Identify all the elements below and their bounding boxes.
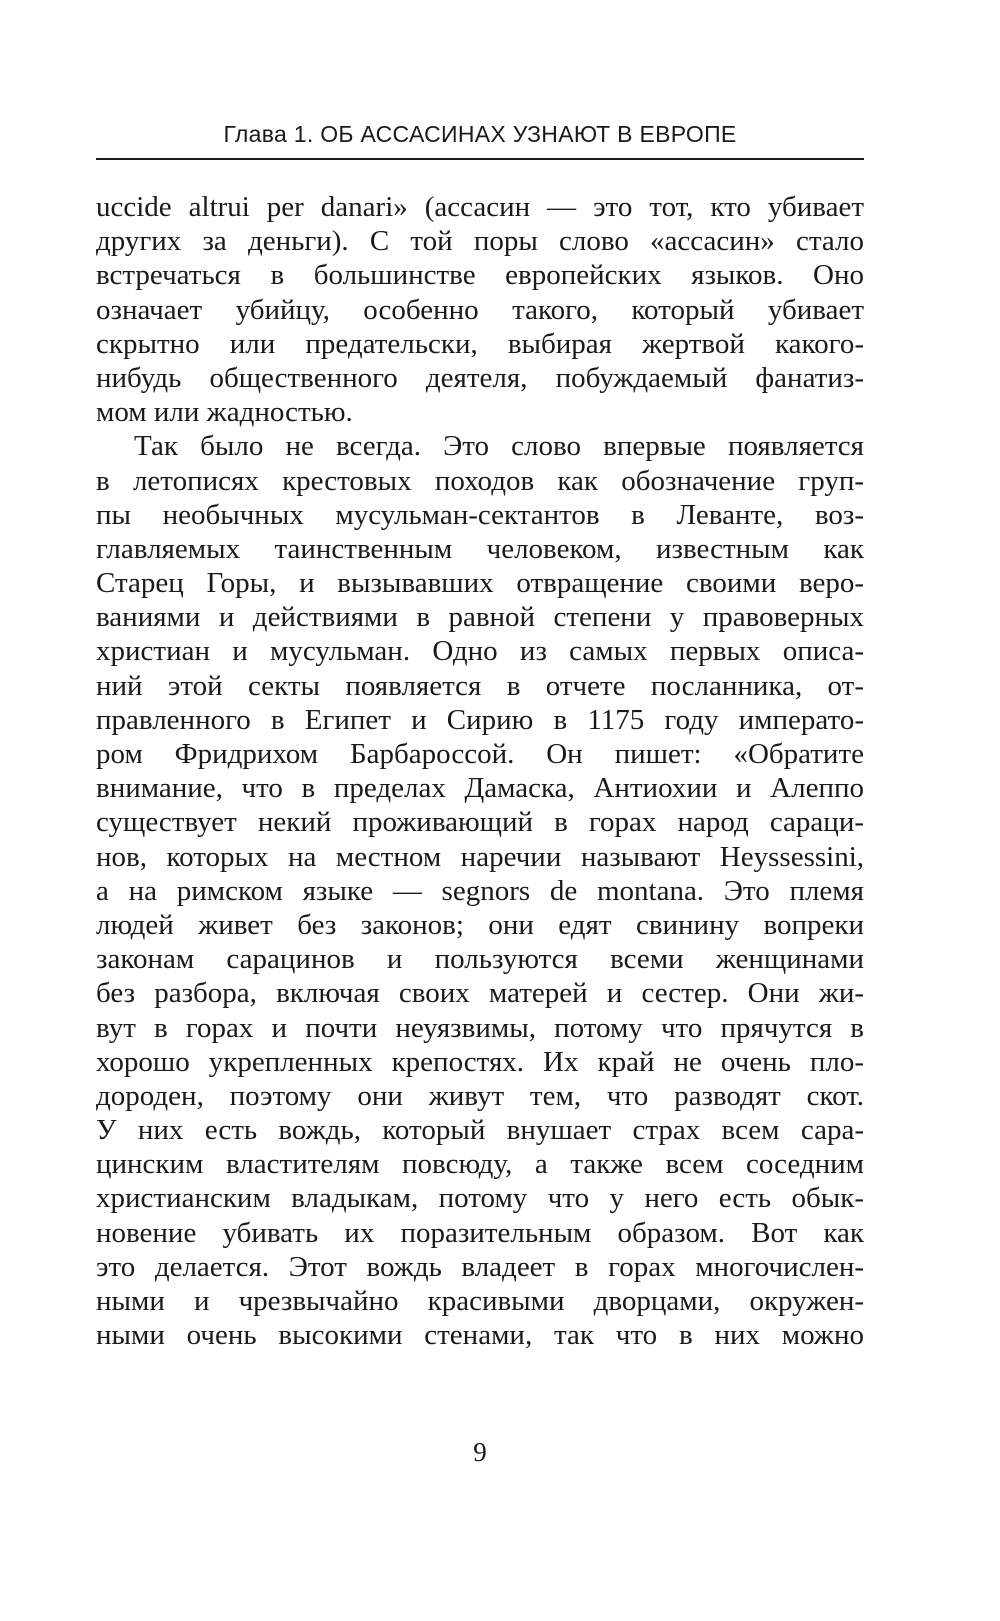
body-text: [96, 190, 864, 1352]
header-rule: [96, 158, 864, 160]
text-line: христианским владыкам, потому что у него есть обык-: [96, 1182, 864, 1215]
text-line: ными и чрезвычайно красивыми дворцами, окружен-: [96, 1285, 864, 1317]
text-line: нов, которых на местном наречии называют Heyssessini,: [96, 840, 864, 873]
text-line: скрытно или предательски, выбирая жертвой какого-: [96, 327, 864, 360]
paragraph-1: [96, 190, 864, 429]
text-line: ными очень высокими стенами, так что в них можно: [96, 1319, 864, 1352]
page-number: 9: [473, 1437, 487, 1467]
paragraph-2: [96, 429, 864, 1352]
text-line: Старец Горы, и вызывавших отвращение своими веро-: [96, 567, 864, 600]
text-line: uccide altrui per danari» (ассасин — это тот, кто убивает: [96, 191, 864, 223]
text-line: это делается. Этот вождь владеет в горах многочислен-: [96, 1250, 864, 1283]
text-line: внимание, что в пределах Дамаска, Антиохии и Алеппо: [96, 772, 864, 805]
text-line: других за деньги). С той поры слово «ассасин» стало: [96, 225, 864, 258]
text-line: хорошо укрепленных крепостях. Их край не очень пло-: [96, 1045, 864, 1078]
text-line: законам сарацинов и пользуются всеми женщинами: [96, 943, 864, 976]
text-line: ваниями и действиями в равной степени у правоверных: [96, 601, 864, 634]
text-line: существует некий проживающий в горах народ сараци-: [96, 806, 864, 839]
text-line: ний этой секты появляется в отчете посланника, от-: [96, 669, 864, 702]
text-line: в летописях крестовых походов как обозначение груп-: [96, 464, 864, 497]
text-line: дороден, поэтому они живут тем, что разводят скот.: [96, 1079, 864, 1112]
text-line: означает убийцу, особенно такого, который убивает: [96, 293, 864, 326]
text-line: а на римском языке — segnors de montana. Это племя: [96, 874, 864, 907]
text-line: главляемых таинственным человеком, известным как: [96, 532, 864, 565]
text-line: вут в горах и почти неуязвимы, потому что прячутся в: [96, 1011, 864, 1044]
text-line: пы необычных мусульман-сектантов в Леванте, воз-: [96, 498, 864, 531]
text-line: христиан и мусульман. Одно из самых первых описа-: [96, 635, 864, 668]
text-line: цинским властителям повсюду, а также всем соседним: [96, 1148, 864, 1181]
text-line: правленного в Египет и Сирию в 1175 году императо-: [96, 703, 864, 736]
text-line: мом или жадностью.: [96, 396, 353, 429]
text-line: Так было не всегда. Это слово впервые появляется: [134, 430, 864, 463]
text-line: У них есть вождь, который внушает страх всем сара-: [96, 1114, 864, 1147]
text-line: встречаться в большинстве европейских языков. Оно: [96, 259, 864, 292]
text-line: нибудь общественного деятеля, побуждаемый фанатиз-: [96, 361, 864, 394]
text-line: ром Фридрихом Барбароссой. Он пишет: «Обратите: [96, 738, 864, 770]
text-line: людей живет без законов; они едят свинину вопреки: [96, 908, 864, 941]
running-head: Глава 1. ОБ АССАСИНАХ УЗНАЮТ В ЕВРОПЕ: [223, 121, 737, 147]
text-line: новение убивать их поразительным образом. Вот как: [96, 1216, 864, 1249]
text-line: без разбора, включая своих матерей и сестер. Они жи-: [96, 977, 864, 1010]
